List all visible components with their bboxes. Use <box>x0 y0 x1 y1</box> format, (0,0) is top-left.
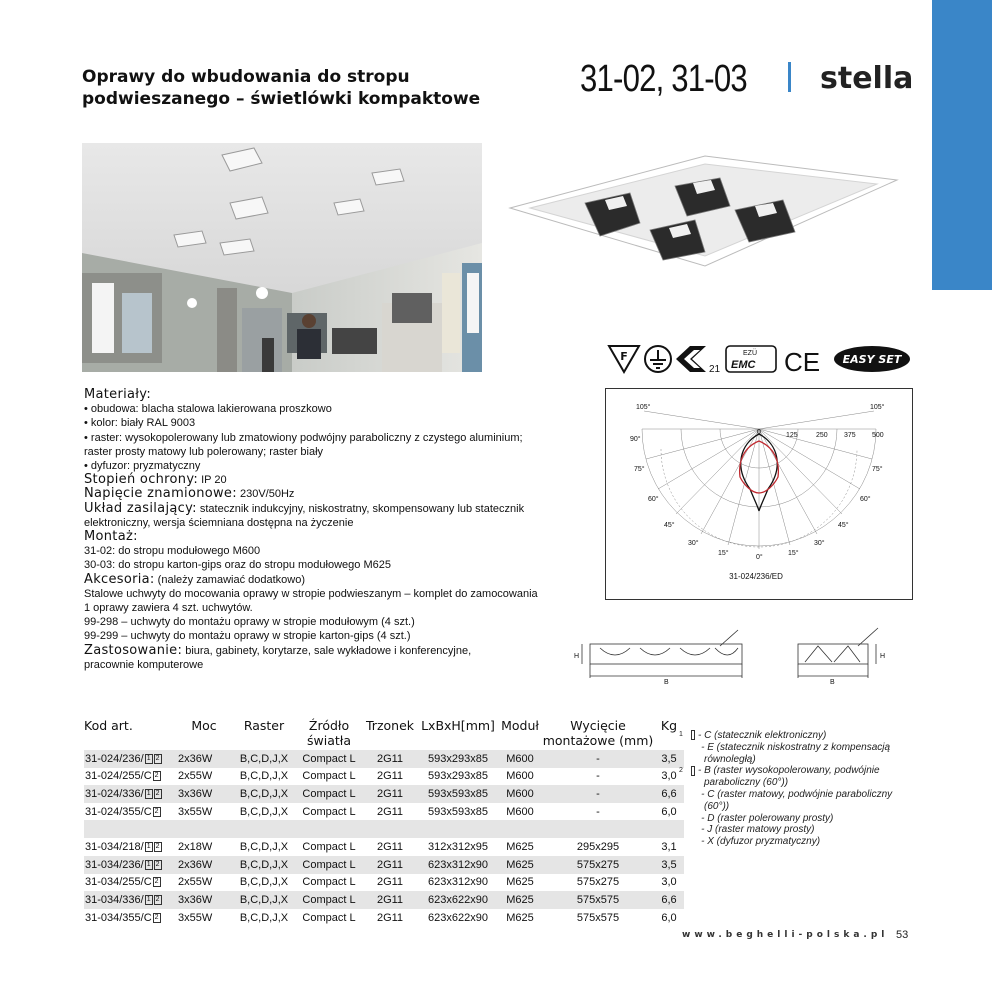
svg-text:0: 0 <box>757 429 761 436</box>
svg-text:30°: 30° <box>814 540 825 547</box>
spec-line: 30-03: do stropu karton-gips oraz do stropu modułowego M625 <box>84 559 391 572</box>
svg-text:EASY SET: EASY SET <box>842 353 902 366</box>
use-value: biura, gabinety, korytarze, sale wykładowe i konferencyjne, <box>185 644 472 657</box>
svg-text:B: B <box>830 679 835 686</box>
ground-icon <box>645 346 671 372</box>
materials-label: Materiały: <box>84 387 152 402</box>
luminaire-image <box>505 148 900 268</box>
table-row: 31-034/218/ 1 2 2x18W B,C,D,J,X Compact L 2G11 312x312x95 M625 295x295 3,1 <box>85 841 677 854</box>
use-label: Zastosowanie: <box>84 642 183 658</box>
website-link[interactable]: www.beghelli-polska.pl <box>682 930 889 940</box>
svg-text:EMC: EMC <box>731 359 756 371</box>
table-row: 31-034/336/ 1 2 3x36W B,C,D,J,X Compact L 2G11 623x622x90 M625 575x575 6,6 <box>84 891 684 909</box>
spec-line: raster prosty matowy lub polerowany; raster biały <box>84 445 324 458</box>
ip-label: Stopień ochrony: <box>84 472 199 488</box>
spec-line: • raster: wysokopolerowany lub zmatowiony podwójny paraboliczny z czystego aluminium; <box>84 431 523 444</box>
ip-value: IP 20 <box>201 474 227 487</box>
mount-label: Montaż: <box>84 529 138 545</box>
col-wyciecie: Wycięcie montażowe (mm) <box>542 718 654 748</box>
spec-line: Stalowe uchwyty do mocowania oprawy w stropie podwieszanym – komplet do zamocowania <box>84 587 538 600</box>
photometric-diagram <box>605 388 913 600</box>
spec-line: 99-299 – uchwyty do montażu oprawy w stropie karton-gips (4 szt.) <box>84 630 411 643</box>
table-row: 31-034/255/C 2 2x55W B,C,D,J,X Compact L 2G11 623x312x90 M625 575x275 3,0 <box>85 876 677 889</box>
voltage-value: 230V/50Hz <box>239 488 295 501</box>
legend-item: - J (raster matowy prosty) <box>701 824 815 836</box>
col-zrodlo: Źródło światła <box>307 718 351 748</box>
col-kg: Kg <box>660 718 678 733</box>
col-moc: Moc <box>191 718 217 733</box>
col-trzonek: Trzonek <box>366 718 414 733</box>
spec-line: elektroniczny, wersja ściemniana dostępna na życzenie <box>84 516 354 529</box>
section-tab <box>932 0 992 290</box>
svg-text:60°: 60° <box>860 496 871 503</box>
svg-text:250: 250 <box>816 432 828 439</box>
polar-chart <box>606 389 912 599</box>
svg-text:125: 125 <box>786 432 798 439</box>
spec-line: • kolor: biały RAL 9003 <box>84 417 196 430</box>
svg-text:60°: 60° <box>648 496 659 503</box>
product-table <box>84 718 684 926</box>
product-title <box>580 56 914 102</box>
col-kod: Kod art. <box>84 718 133 733</box>
spec-line: • obudowa: blacha stalowa lakierowana proszkowo <box>84 403 332 416</box>
svg-text:75°: 75° <box>872 466 883 473</box>
svg-text:75°: 75° <box>634 466 645 473</box>
svg-text:45°: 45° <box>664 522 675 529</box>
page-number: 53 <box>896 929 909 941</box>
legend-item: - E (statecznik niskostratny z kompensacją równoległą) <box>701 741 891 765</box>
svg-text:21: 21 <box>709 364 721 375</box>
table-row: 31-024/255/C 2 2x55W B,C,D,J,X Compact L 2G11 593x293x85 M600 - 3,0 <box>85 770 677 783</box>
legend-item: - D (raster polerowany prosty) <box>701 812 834 824</box>
accessories-label: Akcesoria: <box>84 571 155 587</box>
svg-text:0°: 0° <box>756 554 763 561</box>
emc-icon <box>726 346 776 372</box>
svg-text:30°: 30° <box>688 540 699 547</box>
legend-item: - C (raster matowy, podwójnie paraboliczny (60°)) <box>701 788 893 812</box>
svg-text:105°: 105° <box>636 404 651 411</box>
product-brand: stella <box>820 61 914 96</box>
spec-line: • dyfuzor: pryzmatyczny <box>84 460 201 473</box>
product-codes: 31-02, 31-03 <box>580 57 747 100</box>
svg-text:500: 500 <box>872 432 884 439</box>
page-heading: Oprawy do wbudowania do stropu podwieszanego – świetlówki kompaktowe <box>82 67 481 109</box>
spec-line: 1 oprawy zawiera 4 szt. uchwytów. <box>84 602 253 615</box>
table-gap <box>84 820 684 838</box>
legend-item: - X (dyfuzor pryzmatyczny) <box>701 836 821 848</box>
svg-text:90°: 90° <box>630 436 641 443</box>
table-row: 31-034/355/C 2 3x55W B,C,D,J,X Compact L 2G11 623x622x90 M625 575x575 6,0 <box>85 911 677 924</box>
dimension-drawings <box>560 622 900 692</box>
legend-item: 1 - C (statecznik elektroniczny) <box>679 730 827 741</box>
svg-text:EZÜ: EZÜ <box>743 350 757 357</box>
svg-text:15°: 15° <box>718 550 729 557</box>
ce-mark-icon <box>784 347 820 376</box>
legend-item: 2 - B (raster wysokopolerowany, podwójnie paraboliczny (60°)) <box>679 765 880 789</box>
office-photo <box>82 143 482 372</box>
svg-text:375: 375 <box>844 432 856 439</box>
svg-text:105°: 105° <box>870 404 885 411</box>
spec-line: 31-02: do stropu modułowego M600 <box>84 545 261 558</box>
table-header <box>84 718 684 750</box>
svg-text:15°: 15° <box>788 550 799 557</box>
table-row: 31-024/236/ 1 2 2x36W B,C,D,J,X Compact L 2G11 593x293x85 M600 - 3,5 <box>84 750 684 768</box>
table-legend <box>679 730 920 848</box>
col-lbh: LxBxH[mm] <box>421 718 495 733</box>
svg-text:H: H <box>880 653 886 660</box>
easy-set-icon <box>834 346 910 372</box>
supply-label: Układ zasilający: <box>84 500 197 516</box>
svg-text:B: B <box>664 679 669 686</box>
col-modul: Moduł <box>501 718 539 733</box>
col-raster: Raster <box>243 718 285 733</box>
f-mark-icon <box>609 346 639 372</box>
specifications <box>84 388 594 672</box>
svg-text:H: H <box>574 653 580 660</box>
svg-text:F: F <box>620 350 628 363</box>
certification-marks <box>606 342 911 376</box>
svg-text:45°: 45° <box>838 522 849 529</box>
voltage-label: Napięcie znamionowe: <box>84 486 237 502</box>
svg-text:31-024/236/ED: 31-024/236/ED <box>729 572 783 581</box>
table-row: 31-024/355/C 2 3x55W B,C,D,J,X Compact L 2G11 593x593x85 M600 - 6,0 <box>85 805 677 818</box>
table-row: 31-034/236/ 1 2 2x36W B,C,D,J,X Compact L 2G11 623x312x90 M625 575x275 3,5 <box>84 856 684 874</box>
table-row: 31-024/336/ 1 2 3x36W B,C,D,J,X Compact L 2G11 593x593x85 M600 - 6,6 <box>84 785 684 803</box>
accessories-note: (należy zamawiać dodatkowo) <box>157 573 306 586</box>
title-separator <box>788 62 791 92</box>
supply-value: statecznik indukcyjny, niskostratny, skompensowany lub statecznik <box>199 502 525 515</box>
svg-text:CE: CE <box>784 347 821 376</box>
spec-line: 99-298 – uchwyty do montażu oprawy w stropie modułowym (4 szt.) <box>84 616 415 629</box>
b-mark-icon <box>676 346 721 375</box>
spec-line: pracownie komputerowe <box>84 658 204 671</box>
